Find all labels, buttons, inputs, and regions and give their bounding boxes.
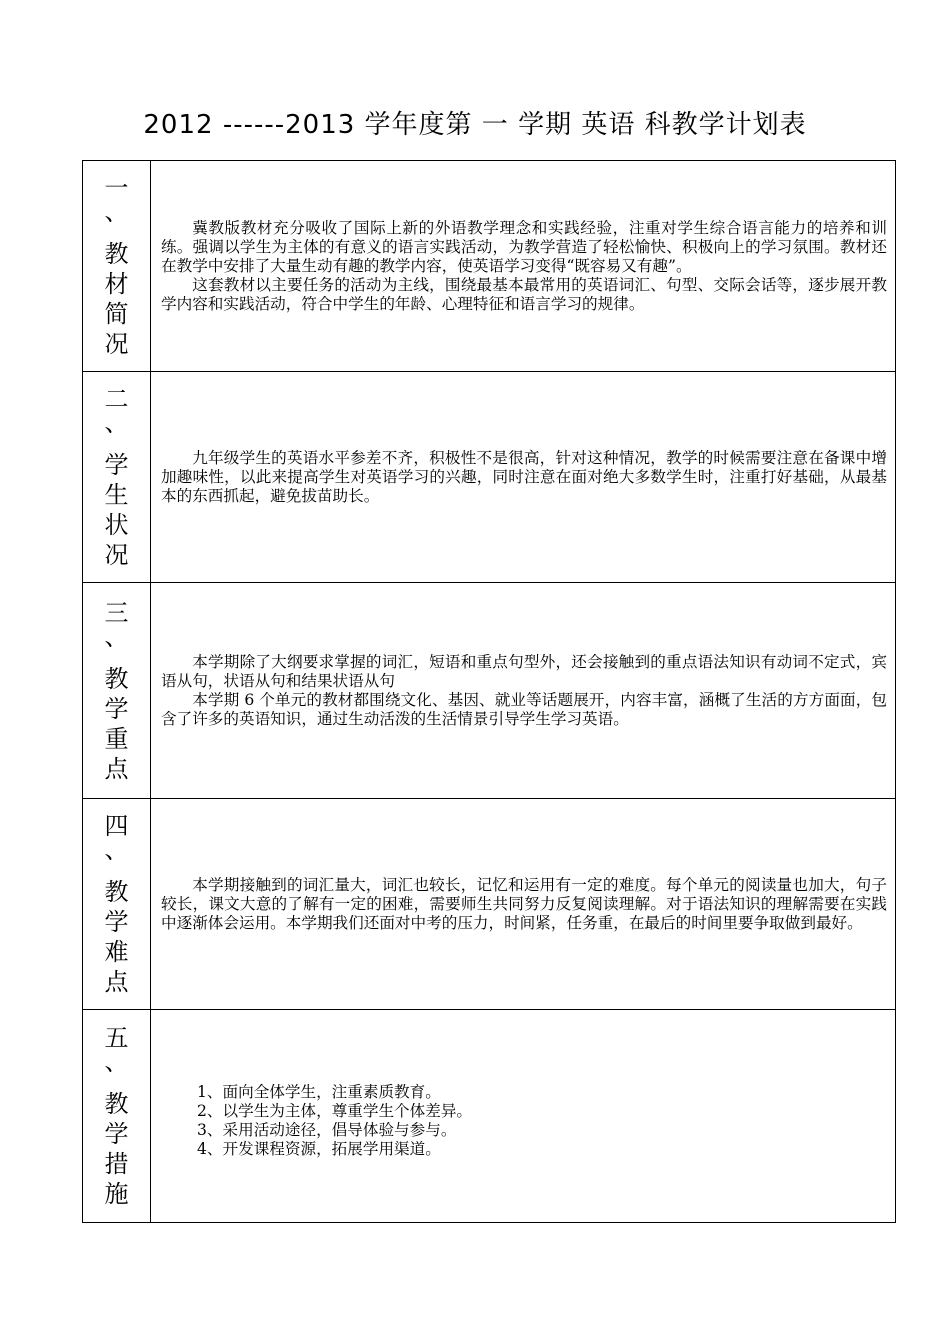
section-body-difficulties	[151, 799, 896, 1010]
section-mark: 、	[104, 198, 129, 226]
list-item: 1、面向全体学生，注重素质教育。	[197, 1083, 441, 1101]
section-header-measures	[83, 1010, 151, 1223]
section-row-difficulties	[83, 799, 896, 1010]
section-mark: 、	[104, 409, 129, 437]
measures-list	[161, 1073, 887, 1159]
section-body-students	[151, 372, 896, 583]
list-item: 4、开发课程资源，拓展学用渠道。	[197, 1140, 441, 1158]
list-item: 3、采用活动途径，倡导体验与参与。	[197, 1121, 457, 1139]
paragraph: 本学期 6 个单元的教材都围绕文化、基因、就业等话题展开，内容丰富，涵概了生活的方方面面，包含了许多的英语知识，通过生动活泼的生活情景引导学生学习英语。	[161, 690, 887, 728]
section-body-measures	[151, 1010, 896, 1223]
section-label: 教学措施	[104, 1090, 129, 1208]
section-mark: 、	[104, 836, 129, 864]
section-header-difficulties	[83, 799, 151, 1010]
paragraph: 本学期接触到的词汇量大，词汇也较长，记忆和运用有一定的难度。每个单元的阅读量也加大，句子较长，课文大意的了解有一定的困难，需要师生共同努力反复阅读理解。对于语法知识的理解需要在实践中逐渐体会运用。本学期我们还面对中考的压力，时间紧，任务重，在最后的时间里要争取做到最好。	[161, 875, 887, 932]
section-label: 教学难点	[104, 878, 129, 996]
section-row-students	[83, 372, 896, 583]
section-row-measures	[83, 1010, 896, 1223]
section-header-textbook	[83, 161, 151, 372]
section-label: 教学重点	[104, 664, 129, 783]
section-row-textbook	[83, 161, 896, 372]
section-number: 四	[104, 812, 129, 840]
section-header-key-points	[83, 583, 151, 799]
list-item: 2、以学生为主体，尊重学生个体差异。	[197, 1102, 473, 1120]
paragraph: 本学期除了大纲要求掌握的词汇，短语和重点句型外，还会接触到的重点语法知识有动词不定式，宾语从句，状语从句和结果状语从句	[161, 652, 887, 690]
section-number: 二	[104, 385, 129, 413]
section-body-key-points	[151, 583, 896, 799]
paragraph: 这套教材以主要任务的活动为主线，围绕最基本最常用的英语词汇、句型、交际会话等，逐步展开教学内容和实践活动，符合中学生的年龄、心理特征和语言学习的规律。	[161, 275, 887, 313]
page-title: 2012 ------2013 学年度第 一 学期 英语 科教学计划表	[143, 110, 807, 140]
plan-table	[82, 160, 896, 1223]
section-number: 一	[104, 174, 129, 202]
section-body-textbook	[151, 161, 896, 372]
paragraph: 冀教版教材充分吸收了国际上新的外语教学理念和实践经验，注重对学生综合语言能力的培养和训练。强调以学生为主体的有意义的语言实践活动，为教学营造了轻松愉快、积极向上的学习氛围。教材还在教学中安排了大量生动有趣的教学内容，使英语学习变得“既容易又有趣”。	[161, 218, 887, 275]
section-label: 学生状况	[104, 451, 129, 569]
section-mark: 、	[104, 622, 129, 651]
section-mark: 、	[104, 1048, 129, 1076]
section-label: 教材简况	[104, 240, 129, 358]
section-row-key-points	[83, 583, 896, 799]
section-number: 五	[104, 1024, 129, 1052]
paragraph: 九年级学生的英语水平参差不齐，积极性不是很高，针对这种情况，教学的时候需要注意在备课中增加趣味性，以此来提高学生对英语学习的兴趣，同时注意在面对绝大多数学生时，注重打好基础，从最基本的东西抓起，避免拔苗助长。	[161, 448, 887, 505]
section-header-students	[83, 372, 151, 583]
section-number: 三	[104, 598, 129, 627]
